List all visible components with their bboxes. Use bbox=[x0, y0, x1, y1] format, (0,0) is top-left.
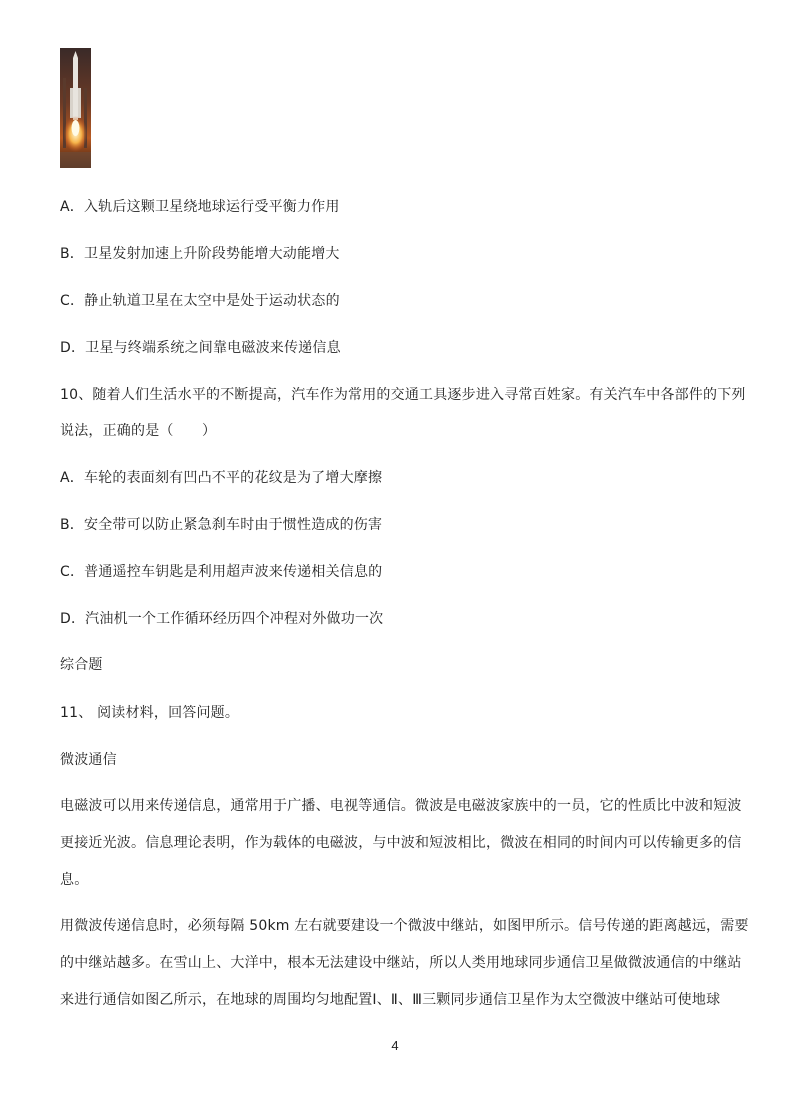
section-title: 综合题 bbox=[60, 657, 103, 673]
q9-option-b: B．卫星发射加速上升阶段势能增大动能增大 bbox=[60, 246, 340, 262]
paragraph-2-line-1: 用微波传递信息时，必须每隔 50km 左右就要建设一个微波中继站，如图甲所示。信号传递的距离越远，需要 bbox=[60, 918, 749, 934]
q10-stem-line1: 10、随着人们生活水平的不断提高，汽车作为常用的交通工具逐步进入寻常百姓家。有关汽车中各部件的下列 bbox=[60, 387, 746, 403]
q10-option-d: D．汽油机一个工作循环经历四个冲程对外做功一次 bbox=[60, 611, 384, 627]
q10-option-b: B．安全带可以防止紧急刹车时由于惯性造成的伤害 bbox=[60, 517, 383, 533]
q10-option-a: A．车轮的表面刻有凹凸不平的花纹是为了增大摩擦 bbox=[60, 470, 383, 486]
rocket-launch-image bbox=[60, 48, 91, 168]
article-title: 微波通信 bbox=[60, 752, 117, 768]
q9-option-d: D．卫星与终端系统之间靠电磁波来传递信息 bbox=[60, 340, 341, 356]
paragraph-2-line-3: 来进行通信如图乙所示，在地球的周围均匀地配置Ⅰ、Ⅱ、Ⅲ三颗同步通信卫星作为太空微波中继站可使地球 bbox=[60, 992, 721, 1008]
q10-option-c: C．普通遥控车钥匙是利用超声波来传递相关信息的 bbox=[60, 564, 383, 580]
page-number: 4 bbox=[391, 1038, 399, 1053]
q9-option-c: C．静止轨道卫星在太空中是处于运动状态的 bbox=[60, 293, 340, 309]
paragraph-1-line-2: 更接近光波。信息理论表明，作为载体的电磁波，与中波和短波相比，微波在相同的时间内可以传输更多的信 bbox=[60, 835, 742, 851]
q9-option-a: A．入轨后这颗卫星绕地球运行受平衡力作用 bbox=[60, 199, 340, 215]
q11-stem: 11、 阅读材料，回答问题。 bbox=[60, 705, 240, 721]
q10-stem-line2: 说法，正确的是（ ） bbox=[60, 423, 217, 439]
rocket-launch-icon bbox=[60, 48, 91, 168]
paragraph-1-line-1: 电磁波可以用来传递信息，通常用于广播、电视等通信。微波是电磁波家族中的一员，它的性质比中波和短波 bbox=[60, 798, 742, 814]
paragraph-2-line-2: 的中继站越多。在雪山上、大洋中，根本无法建设中继站，所以人类用地球同步通信卫星做微波通信的中继站 bbox=[60, 955, 742, 971]
paragraph-1-line-3: 息。 bbox=[60, 872, 89, 888]
